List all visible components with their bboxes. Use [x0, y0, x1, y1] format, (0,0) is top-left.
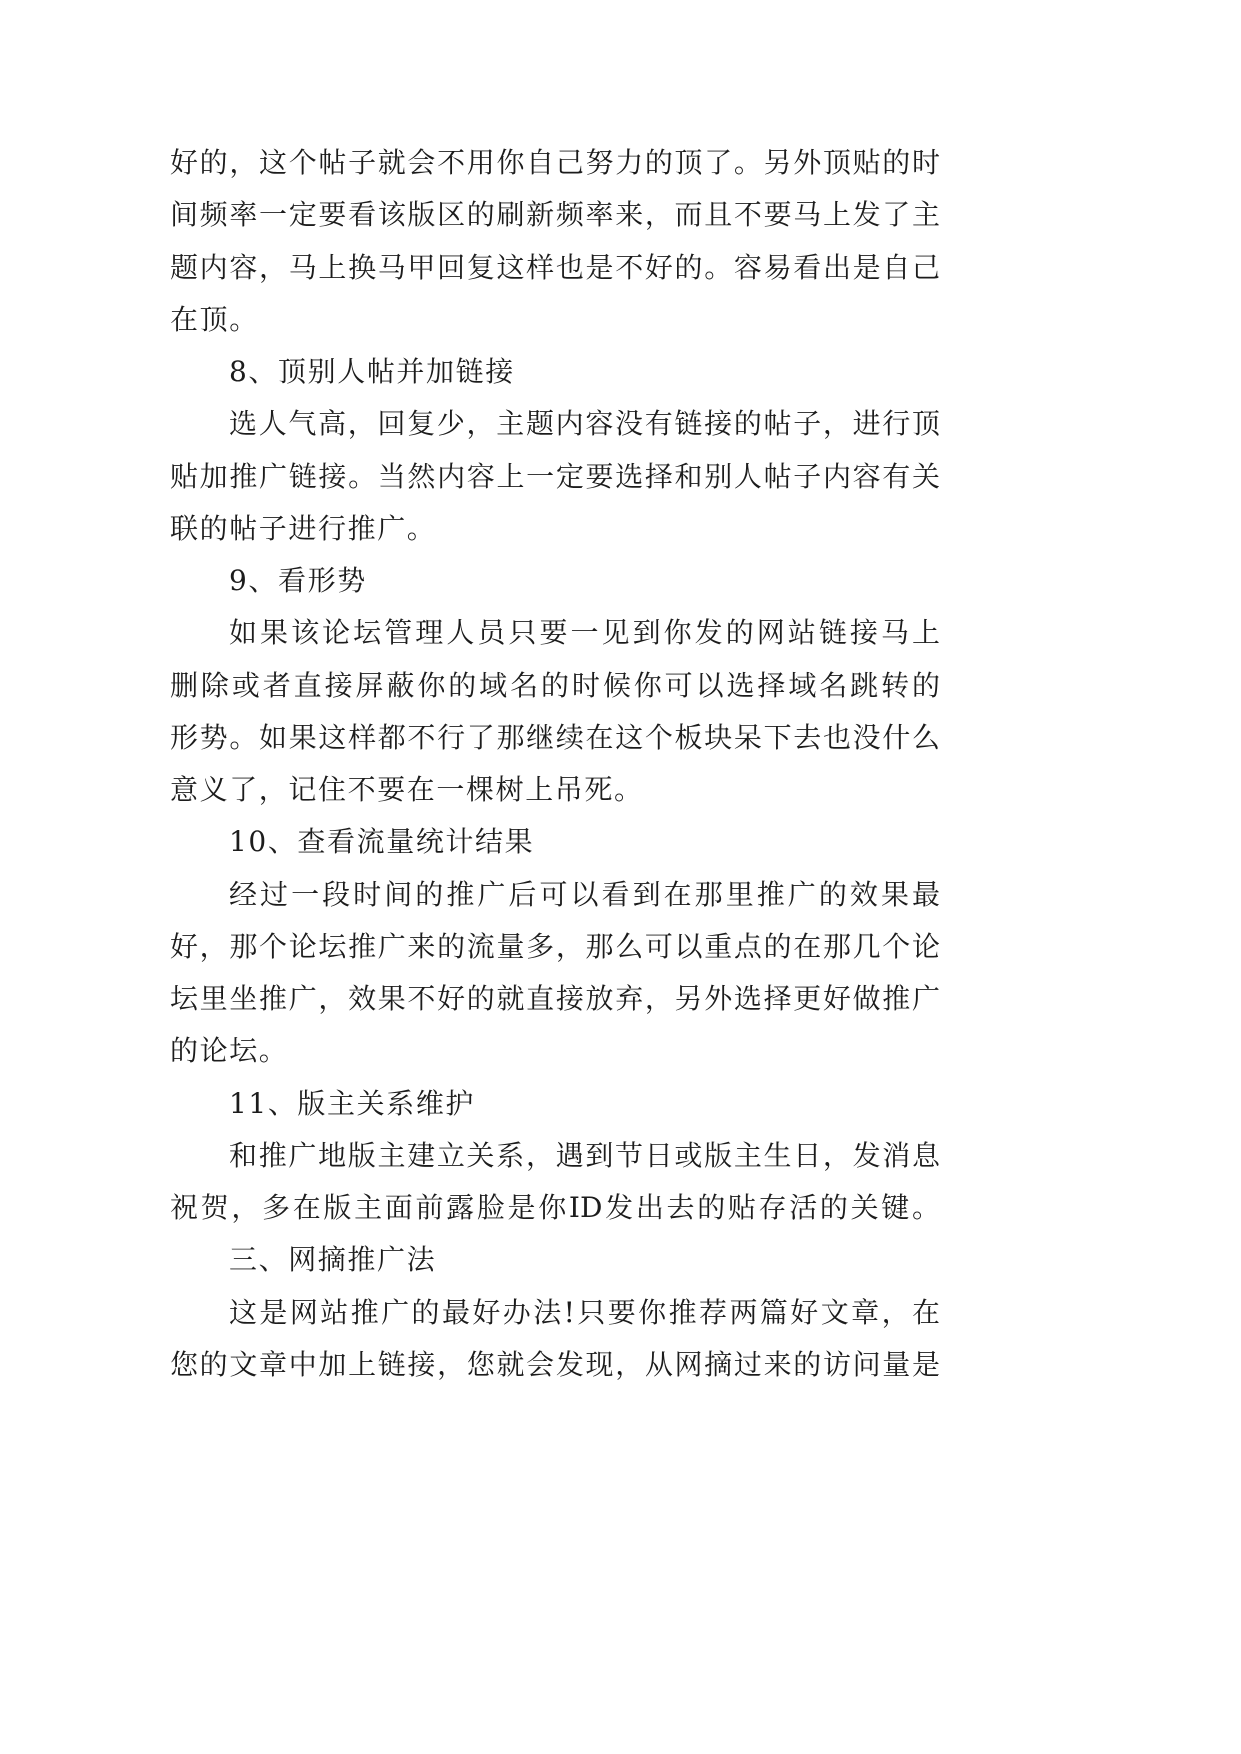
paragraph: [170, 398, 940, 555]
paragraph: [170, 1287, 940, 1392]
text-line: 意义了，记住不要在一棵树上吊死。: [170, 773, 644, 806]
text-line: 和推广地版主建立关系，遇到节日或版主生日，发消息: [229, 1138, 940, 1172]
text-line: 在顶。: [170, 302, 259, 336]
text-line: 贴加推广链接。当然内容上一定要选择和别人帖子内容有关: [170, 459, 940, 493]
text-line: 形势。如果这样都不行了那继续在这个板块呆下去也没什么: [170, 720, 940, 754]
paragraph: [170, 869, 940, 1078]
text-line: 好，那个论坛推广来的流量多，那么可以重点的在那几个论: [170, 929, 940, 963]
text-line: 选人气高，回复少，主题内容没有链接的帖子，进行顶: [229, 407, 940, 441]
text-line: 如果该论坛管理人员只要一见到你发的网站链接马上: [229, 616, 940, 650]
text-line: 坛里坐推广，效果不好的就直接放弃，另外选择更好做推广: [170, 982, 940, 1015]
text-line: 经过一段时间的推广后可以看到在那里推广的效果最: [229, 877, 940, 911]
text-line: 好的，这个帖子就会不用你自己努力的顶了。另外顶贴的时: [170, 146, 940, 179]
paragraph: [170, 137, 940, 346]
paragraph: [170, 607, 940, 816]
section-heading: 10、查看流量统计结果: [229, 825, 535, 859]
paragraph: [170, 1130, 940, 1235]
text-line: 删除或者直接屏蔽你的域名的时候你可以选择域名跳转的: [170, 668, 940, 702]
document-body: [170, 137, 940, 1391]
text-line: 题内容，马上换马甲回复这样也是不好的。容易看出是自己: [170, 250, 940, 284]
section-heading: 11、版主关系维护: [229, 1086, 476, 1120]
text-line: 您的文章中加上链接，您就会发现，从网摘过来的访问量是: [170, 1347, 940, 1381]
text-line: 这是网站推广的最好办法!只要你推荐两篇好文章，在: [229, 1295, 940, 1329]
section-heading: 9、看形势: [229, 564, 367, 597]
text-line: 祝贺，多在版主面前露脸是你ID发出去的贴存活的关键。: [170, 1191, 940, 1224]
section-heading: 三、网摘推广法: [229, 1243, 437, 1277]
text-line: 联的帖子进行推广。: [170, 511, 437, 545]
text-line: 的论坛。: [170, 1034, 289, 1068]
section-heading: 8、顶别人帖并加链接: [229, 355, 515, 388]
text-line: 间频率一定要看该版区的刷新频率来，而且不要马上发了主: [170, 198, 940, 232]
